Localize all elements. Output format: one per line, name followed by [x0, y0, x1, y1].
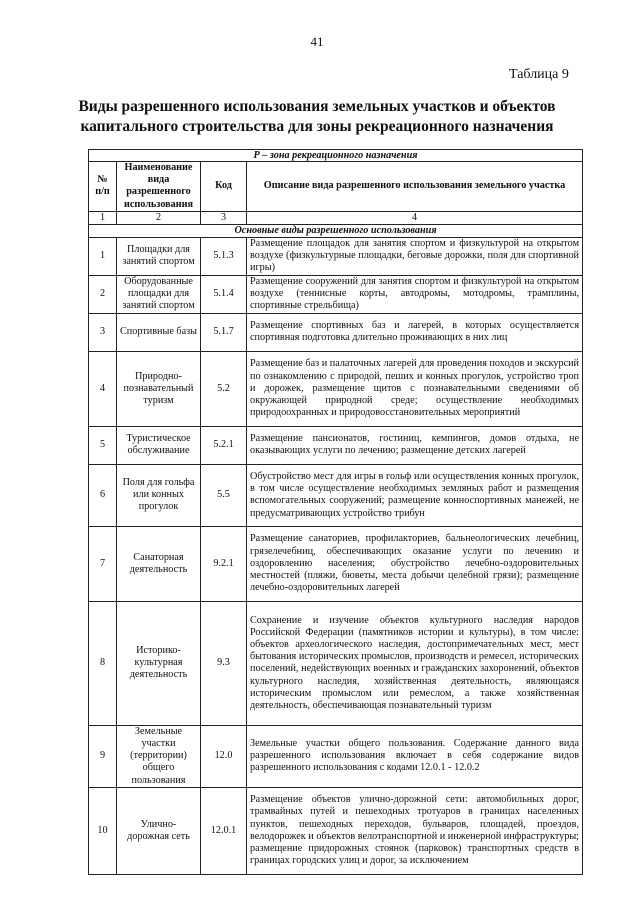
row-number: 7: [89, 526, 117, 601]
use-name: Природно-познавательный туризм: [117, 351, 201, 426]
row-number: 5: [89, 426, 117, 464]
index-cell: 2: [117, 211, 201, 224]
row-number: 4: [89, 351, 117, 426]
use-code: 12.0.1: [201, 787, 247, 874]
use-name: Улично-дорожная сеть: [117, 787, 201, 874]
header-description: Описание вида разрешенного использования земельного участка: [247, 162, 583, 212]
row-number: 9: [89, 725, 117, 787]
index-cell: 1: [89, 211, 117, 224]
use-code: 12.0: [201, 725, 247, 787]
section-header: Основные виды разрешенного использования: [89, 224, 583, 237]
use-description: Размещение объектов улично-дорожной сети: автомобильных дорог, трамвайных путей и пешеходных тротуаров в границах населенных пунктов, пешеходных переходов, бульваров, площадей, проездов, велодорожек и объектов велотранспортной и инженерной инфраструктуры; размещение придорожных стоянок (парковок) транспортных средств в границах городских улиц и дорог, за исключением: [247, 787, 583, 874]
use-description: Размещение сооружений для занятия спортом и физкультурой на открытом воздухе (теннисные корты, автодромы, мотодромы, трамплины, спортивные стрельбища): [247, 275, 583, 313]
table-row: [89, 787, 583, 874]
table-label: Таблица 9: [509, 67, 569, 82]
use-code: 5.5: [201, 464, 247, 526]
header-code: Код: [201, 162, 247, 212]
row-number: 3: [89, 313, 117, 351]
use-name: Туристическое обслуживание: [117, 426, 201, 464]
use-code: 5.1.4: [201, 275, 247, 313]
table-row: [89, 601, 583, 725]
header-num: № п/п: [89, 162, 117, 212]
row-number: 8: [89, 601, 117, 725]
use-code: 5.2.1: [201, 426, 247, 464]
use-description: Размещение санаториев, профилакториев, бальнеологических лечебниц, грязелечебниц, обеспечивающих оказание услуги по лечению и оздоровлению населения; обустройство лечебно-оздоровительных местностей (пляжи, бюветы, места добычи целебной грязи); размещение лечебно-оздоровительных лагерей: [247, 526, 583, 601]
use-name: Спортивные базы: [117, 313, 201, 351]
table-row: [89, 725, 583, 787]
table-row: [89, 275, 583, 313]
table-row: [89, 464, 583, 526]
use-name: Поля для гольфа или конных прогулок: [117, 464, 201, 526]
use-description: Сохранение и изучение объектов культурного наследия народов Российской Федерации (памятников истории и культуры), в том числе: объектов археологического наследия, достопримечательных мест, мест бытования исторических промыслов, производств и ремесел, исторических поселений, недействующих военных и гражданских захоронений, объектов культурного наследия, хозяйственная деятельность, являющаяся историческим промыслом или ремеслом, а также хозяйственная деятельность, обеспечивающая познавательный туризм: [247, 601, 583, 725]
use-code: 9.3: [201, 601, 247, 725]
row-number: 6: [89, 464, 117, 526]
table-row: [89, 237, 583, 275]
table-row: [89, 526, 583, 601]
row-number: 10: [89, 787, 117, 874]
use-code: 5.1.3: [201, 237, 247, 275]
header-name: Наименование вида разрешенного использования: [117, 162, 201, 212]
land-use-table: [88, 149, 583, 875]
zone-header: Р – зона рекреационного назначения: [89, 150, 583, 162]
index-cell: 3: [201, 211, 247, 224]
table-row: [89, 426, 583, 464]
use-description: Размещение баз и палаточных лагерей для проведения походов и экскурсий по ознакомлению с природой, пеших и конных прогулок, устройство троп и дорожек, размещение щитов с познавательными сведениями об окружающей природной среде; осуществление необходимых природоохранных и природовосстановительных мероприятий: [247, 351, 583, 426]
row-number: 1: [89, 237, 117, 275]
table-row: [89, 351, 583, 426]
use-description: Размещение спортивных баз и лагерей, в которых осуществляется спортивная подготовка длительно проживающих в них лиц: [247, 313, 583, 351]
use-name: Площадки для занятий спортом: [117, 237, 201, 275]
document-title: Виды разрешенного использования земельных участков и объектов капитального строительства для зоны рекреационного назначения: [78, 98, 556, 135]
use-code: 5.2: [201, 351, 247, 426]
use-description: Размещение площадок для занятия спортом и физкультурой на открытом воздухе (физкультурные площадки, беговые дорожки, поля для спортивной игры): [247, 237, 583, 275]
use-code: 5.1.7: [201, 313, 247, 351]
use-name: Историко-культурная деятельность: [117, 601, 201, 725]
table-row: [89, 313, 583, 351]
index-cell: 4: [247, 211, 583, 224]
use-name: Санаторная деятельность: [117, 526, 201, 601]
page-number: 41: [310, 34, 324, 49]
use-description: Обустройство мест для игры в гольф или осуществления конных прогулок, в том числе осуществление необходимых земляных работ и размещения вспомогательных сооружений; размещение конноспортивных манежей, не предусматривающих устройство трибун: [247, 464, 583, 526]
use-code: 9.2.1: [201, 526, 247, 601]
use-description: Земельные участки общего пользования. Содержание данного вида разрешенного использования включает в себя содержание видов разрешенного использования с кодами 12.0.1 - 12.0.2: [247, 725, 583, 787]
use-description: Размещение пансионатов, гостиниц, кемпингов, домов отдыха, не оказывающих услуги по лечению; размещение детских лагерей: [247, 426, 583, 464]
use-name: Оборудованные площадки для занятий спортом: [117, 275, 201, 313]
row-number: 2: [89, 275, 117, 313]
use-name: Земельные участки (территории) общего пользования: [117, 725, 201, 787]
